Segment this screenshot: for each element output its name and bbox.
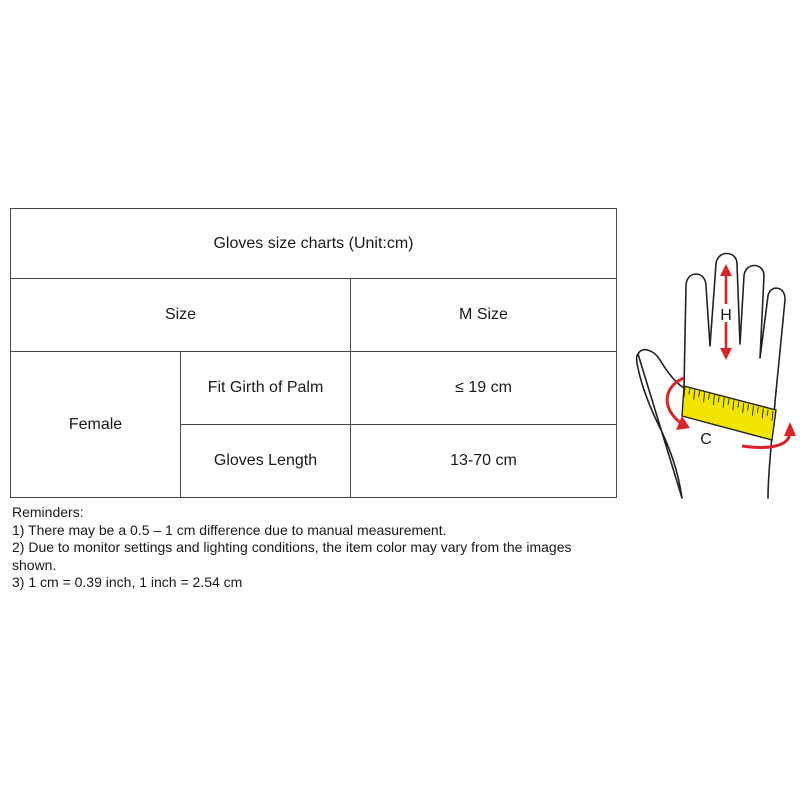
hand-outline-icon: [637, 254, 786, 499]
reminders-heading: Reminders:: [12, 504, 84, 520]
height-marker-label: H: [720, 307, 732, 324]
reminder-item: 3) 1 cm = 0.39 inch, 1 inch = 2.54 cm: [12, 574, 243, 590]
row-label-glove-length: Gloves Length: [181, 425, 351, 498]
size-value-cell: M Size: [351, 279, 617, 352]
reminder-item: 2) Due to monitor settings and lighting conditions, the item color may vary from the images shown.: [12, 539, 572, 573]
row-value-palm-girth: ≤ 19 cm: [351, 352, 617, 425]
circumference-marker-label: C: [700, 431, 712, 448]
hand-measurement-diagram: [630, 250, 800, 500]
size-chart-table: [10, 208, 617, 498]
size-header-cell: Size: [11, 279, 351, 352]
group-label-cell: Female: [11, 352, 181, 498]
reminder-item: 1) There may be a 0.5 – 1 cm difference due to manual measurement.: [12, 521, 447, 538]
hand-diagram-svg: [630, 250, 800, 500]
reminders-block: [12, 504, 612, 592]
row-value-glove-length: 13-70 cm: [351, 425, 617, 498]
row-label-palm-girth: Fit Girth of Palm: [181, 352, 351, 425]
chart-title: Gloves size charts (Unit:cm): [11, 209, 617, 279]
